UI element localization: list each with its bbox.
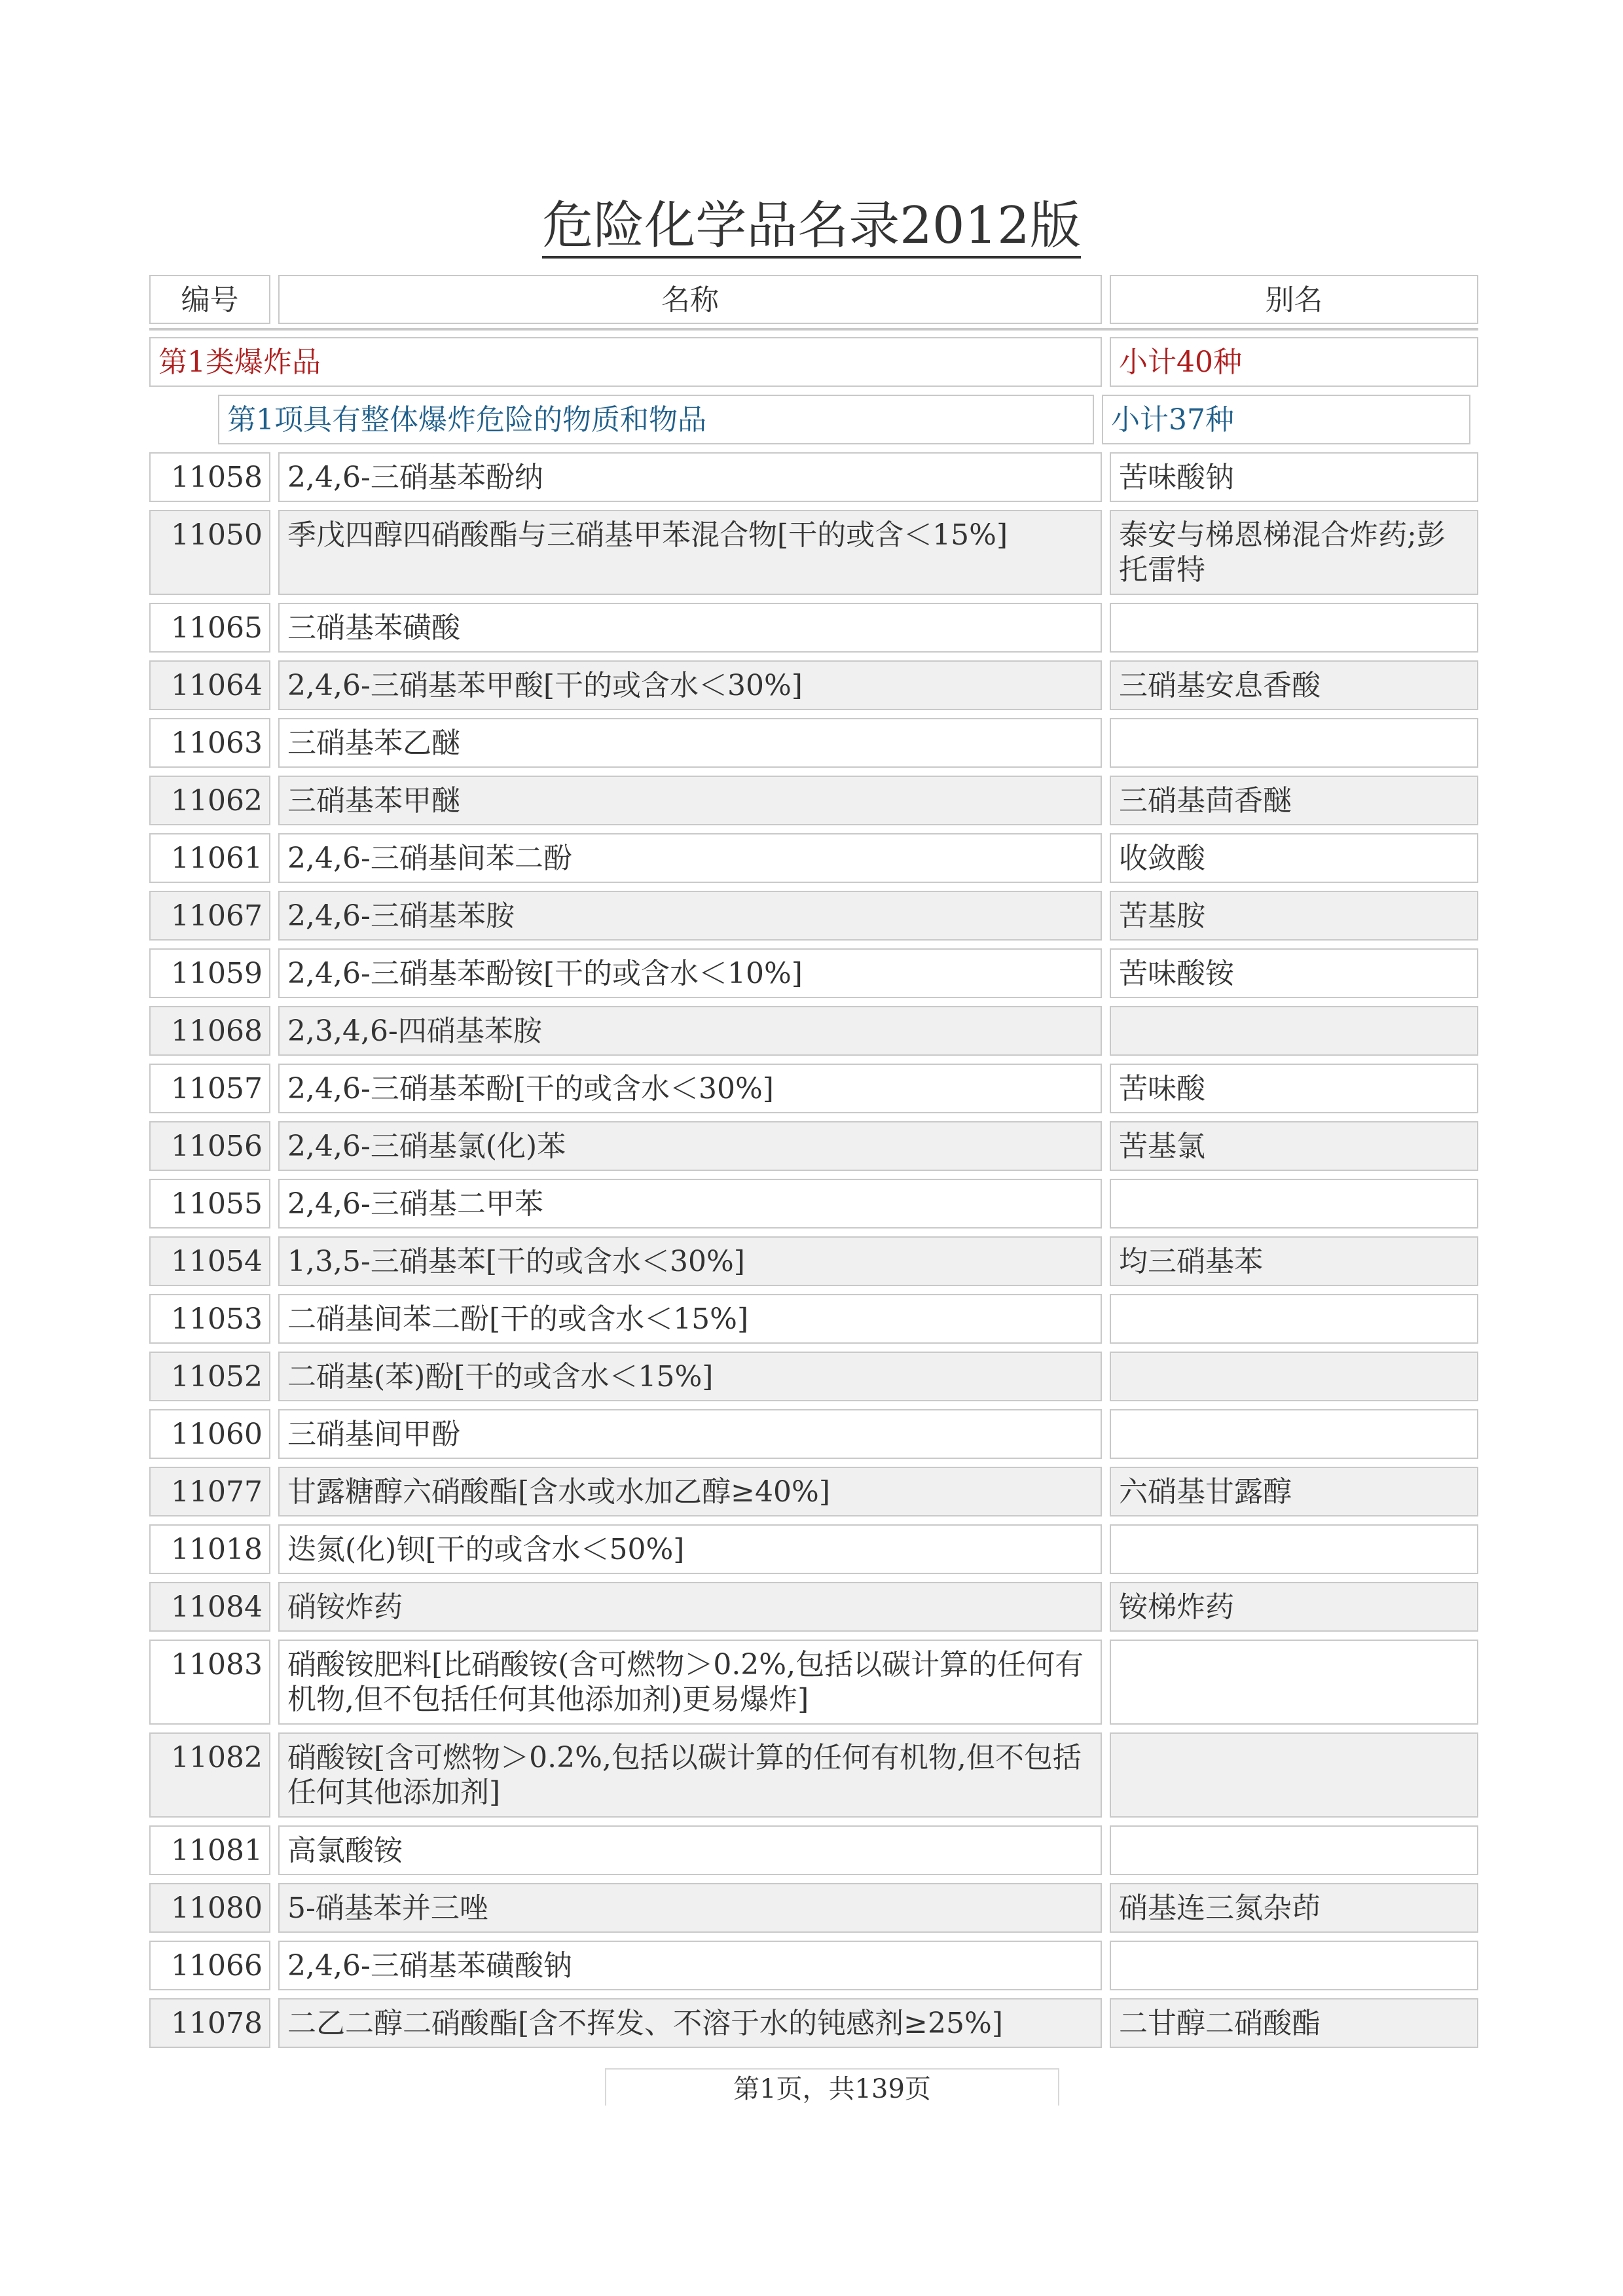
cell-code: 11053 bbox=[149, 1294, 270, 1344]
table-row bbox=[149, 1467, 1478, 1516]
cell-code: 11067 bbox=[149, 891, 270, 941]
cell-alias: 三硝基安息香酸 bbox=[1110, 660, 1478, 710]
cell-alias: 铵梯炸药 bbox=[1110, 1582, 1478, 1632]
cell-code: 11050 bbox=[149, 510, 270, 595]
header-alias: 别名 bbox=[1110, 275, 1478, 324]
cell-name: 季戊四醇四硝酸酯与三硝基甲苯混合物[干的或含＜15%] bbox=[278, 510, 1102, 595]
table-row bbox=[149, 1524, 1478, 1574]
cell-name: 二硝基(苯)酚[干的或含水＜15%] bbox=[278, 1352, 1102, 1401]
cell-name: 甘露糖醇六硝酸酯[含水或水加乙醇≥40%] bbox=[278, 1467, 1102, 1516]
cell-code: 11078 bbox=[149, 1998, 270, 2048]
title-text: 危险化学品名录2012版 bbox=[542, 196, 1081, 259]
table-row bbox=[149, 1294, 1478, 1344]
cell-code: 11065 bbox=[149, 603, 270, 653]
cell-code: 11018 bbox=[149, 1524, 270, 1574]
cell-name: 2,4,6-三硝基苯磺酸钠 bbox=[278, 1941, 1102, 1990]
cell-alias bbox=[1110, 1352, 1478, 1401]
cell-name: 三硝基苯甲醚 bbox=[278, 776, 1102, 825]
cell-alias: 三硝基茴香醚 bbox=[1110, 776, 1478, 825]
cell-code: 11062 bbox=[149, 776, 270, 825]
header-name: 名称 bbox=[278, 275, 1102, 324]
cell-alias bbox=[1110, 1732, 1478, 1818]
page-footer: 第1页，共139页 bbox=[605, 2068, 1059, 2106]
cell-code: 11082 bbox=[149, 1732, 270, 1818]
cell-code: 11066 bbox=[149, 1941, 270, 1990]
cell-alias bbox=[1110, 1640, 1478, 1725]
table-row bbox=[149, 1236, 1478, 1286]
cell-name: 硝铵炸药 bbox=[278, 1582, 1102, 1632]
subclass-row bbox=[149, 395, 1478, 444]
table-row bbox=[149, 1064, 1478, 1113]
cell-code: 11057 bbox=[149, 1064, 270, 1113]
table-row bbox=[149, 718, 1478, 768]
cell-name: 硝酸铵[含可燃物＞0.2%,包括以碳计算的任何有机物,但不包括任何其他添加剂] bbox=[278, 1732, 1102, 1818]
cell-alias: 苦味酸 bbox=[1110, 1064, 1478, 1113]
cell-name: 迭氮(化)钡[干的或含水＜50%] bbox=[278, 1524, 1102, 1574]
cell-name: 硝酸铵肥料[比硝酸铵(含可燃物＞0.2%,包括以碳计算的任何有机物,但不包括任何其他添加剂)更易爆炸] bbox=[278, 1640, 1102, 1725]
cell-alias: 苦味酸铵 bbox=[1110, 948, 1478, 998]
cell-alias: 六硝基甘露醇 bbox=[1110, 1467, 1478, 1516]
class-row bbox=[149, 337, 1478, 387]
cell-code: 11083 bbox=[149, 1640, 270, 1725]
header-code: 编号 bbox=[149, 275, 270, 324]
cell-code: 11054 bbox=[149, 1236, 270, 1286]
table-row bbox=[149, 1825, 1478, 1875]
cell-code: 11068 bbox=[149, 1006, 270, 1056]
cell-name: 2,4,6-三硝基苯酚[干的或含水＜30%] bbox=[278, 1064, 1102, 1113]
subclass-label: 第1项具有整体爆炸危险的物质和物品 bbox=[218, 395, 1094, 444]
cell-alias: 收敛酸 bbox=[1110, 833, 1478, 883]
cell-code: 11052 bbox=[149, 1352, 270, 1401]
class-label: 第1类爆炸品 bbox=[149, 337, 1102, 387]
table-row bbox=[149, 776, 1478, 825]
table-row bbox=[149, 510, 1478, 595]
table-row bbox=[149, 1179, 1478, 1229]
cell-code: 11064 bbox=[149, 660, 270, 710]
table-row bbox=[149, 603, 1478, 653]
cell-alias bbox=[1110, 603, 1478, 653]
indent-spacer bbox=[149, 395, 218, 444]
cell-code: 11056 bbox=[149, 1121, 270, 1171]
cell-name: 三硝基间甲酚 bbox=[278, 1409, 1102, 1459]
table-row bbox=[149, 1582, 1478, 1632]
table-header bbox=[149, 275, 1478, 331]
cell-name: 2,4,6-三硝基苯酚铵[干的或含水＜10%] bbox=[278, 948, 1102, 998]
subclass-subtotal: 小计37种 bbox=[1102, 395, 1470, 444]
cell-code: 11059 bbox=[149, 948, 270, 998]
cell-alias bbox=[1110, 718, 1478, 768]
cell-name: 2,4,6-三硝基间苯二酚 bbox=[278, 833, 1102, 883]
cell-alias: 泰安与梯恩梯混合炸药;彭托雷特 bbox=[1110, 510, 1478, 595]
cell-alias bbox=[1110, 1524, 1478, 1574]
class-subtotal: 小计40种 bbox=[1110, 337, 1478, 387]
cell-alias: 均三硝基苯 bbox=[1110, 1236, 1478, 1286]
cell-code: 11080 bbox=[149, 1883, 270, 1933]
table-row bbox=[149, 1006, 1478, 1056]
cell-alias bbox=[1110, 1006, 1478, 1056]
chemical-table bbox=[149, 275, 1478, 2056]
cell-name: 2,3,4,6-四硝基苯胺 bbox=[278, 1006, 1102, 1056]
table-row bbox=[149, 948, 1478, 998]
cell-alias bbox=[1110, 1409, 1478, 1459]
cell-code: 11077 bbox=[149, 1467, 270, 1516]
cell-name: 2,4,6-三硝基苯甲酸[干的或含水＜30%] bbox=[278, 660, 1102, 710]
cell-alias: 苦基氯 bbox=[1110, 1121, 1478, 1171]
cell-code: 11058 bbox=[149, 452, 270, 502]
table-row bbox=[149, 452, 1478, 502]
cell-alias bbox=[1110, 1941, 1478, 1990]
cell-code: 11055 bbox=[149, 1179, 270, 1229]
table-row bbox=[149, 1998, 1478, 2048]
table-row bbox=[149, 660, 1478, 710]
cell-name: 5-硝基苯并三唑 bbox=[278, 1883, 1102, 1933]
cell-alias bbox=[1110, 1825, 1478, 1875]
page-title bbox=[0, 193, 1623, 259]
cell-alias: 苦基胺 bbox=[1110, 891, 1478, 941]
cell-name: 三硝基苯乙醚 bbox=[278, 718, 1102, 768]
cell-name: 2,4,6-三硝基氯(化)苯 bbox=[278, 1121, 1102, 1171]
cell-code: 11084 bbox=[149, 1582, 270, 1632]
table-row bbox=[149, 1409, 1478, 1459]
cell-code: 11061 bbox=[149, 833, 270, 883]
table-row bbox=[149, 1941, 1478, 1990]
cell-alias: 硝基连三氮杂茚 bbox=[1110, 1883, 1478, 1933]
cell-alias bbox=[1110, 1179, 1478, 1229]
cell-name: 三硝基苯磺酸 bbox=[278, 603, 1102, 653]
cell-name: 2,4,6-三硝基苯胺 bbox=[278, 891, 1102, 941]
table-row bbox=[149, 1640, 1478, 1725]
cell-name: 1,3,5-三硝基苯[干的或含水＜30%] bbox=[278, 1236, 1102, 1286]
cell-alias bbox=[1110, 1294, 1478, 1344]
table-row bbox=[149, 1121, 1478, 1171]
cell-code: 11081 bbox=[149, 1825, 270, 1875]
cell-alias: 二甘醇二硝酸酯 bbox=[1110, 1998, 1478, 2048]
cell-code: 11063 bbox=[149, 718, 270, 768]
table-row bbox=[149, 1883, 1478, 1933]
table-row bbox=[149, 1732, 1478, 1818]
cell-name: 2,4,6-三硝基二甲苯 bbox=[278, 1179, 1102, 1229]
cell-alias: 苦味酸钠 bbox=[1110, 452, 1478, 502]
table-row bbox=[149, 891, 1478, 941]
cell-code: 11060 bbox=[149, 1409, 270, 1459]
table-row bbox=[149, 1352, 1478, 1401]
table-row bbox=[149, 833, 1478, 883]
cell-name: 2,4,6-三硝基苯酚纳 bbox=[278, 452, 1102, 502]
cell-name: 高氯酸铵 bbox=[278, 1825, 1102, 1875]
cell-name: 二乙二醇二硝酸酯[含不挥发、不溶于水的钝感剂≥25%] bbox=[278, 1998, 1102, 2048]
cell-name: 二硝基间苯二酚[干的或含水＜15%] bbox=[278, 1294, 1102, 1344]
